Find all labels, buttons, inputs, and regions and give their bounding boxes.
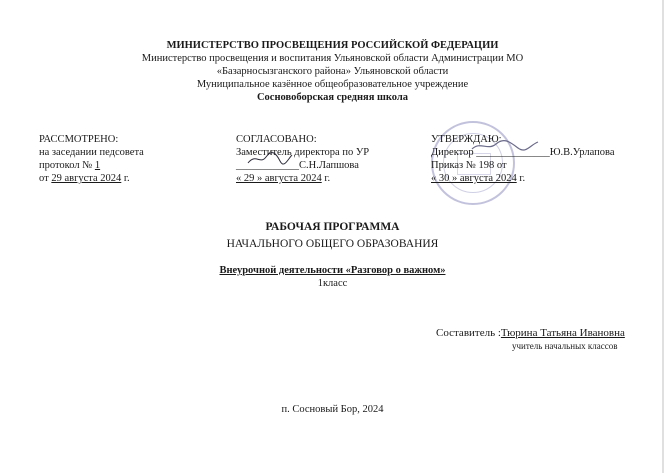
reviewed-title: РАССМОТРЕНО: [39, 134, 119, 145]
program-level: НАЧАЛЬНОГО ОБЩЕГО ОБРАЗОВАНИЯ [226, 238, 439, 250]
regional-ministry: Министерство просвещения и воспитания Ульяновской области Администрации МО [141, 53, 524, 64]
agreed-title: СОГЛАСОВАНО: [236, 134, 317, 145]
approved-title: УТВЕРЖДАЮ: [431, 134, 502, 145]
program-title: РАБОЧАЯ ПРОГРАММА [265, 221, 400, 233]
ministry-title: МИНИСТЕРСТВО ПРОСВЕЩЕНИЯ РОССИЙСКОЙ ФЕДЕРАЦИИ [166, 40, 499, 51]
agreed-date [236, 172, 330, 185]
author-role: учитель начальных классов [512, 341, 618, 351]
reviewed-date-value: 29 августа 2024 [51, 173, 122, 184]
author-name: Тюрина Татьяна Ивановна [500, 327, 625, 339]
approved-date-value: « 30 » августа 2024 [431, 173, 517, 184]
approved-date-suffix: г. [516, 173, 526, 184]
director-signature-icon [470, 139, 540, 153]
place-year: п. Сосновый Бор, 2024 [281, 404, 384, 415]
protocol-number: 1 [94, 160, 101, 171]
reviewed-protocol [39, 159, 100, 172]
program-activity [0, 264, 665, 277]
page-edge [662, 0, 664, 473]
institution-type: Муниципальное казённое общеобразовательное учреждение [196, 79, 469, 90]
agreed-signature-line: ____________С.Н.Лапшова [236, 160, 359, 171]
agreed-position: Заместитель директора по УР [236, 147, 370, 158]
director-prefix: Директор [431, 147, 477, 158]
reviewed-date-suffix: г. [121, 173, 130, 184]
school-name: Сосновоборская средняя школа [256, 92, 409, 103]
author-line [436, 327, 625, 340]
program-grade: 1класс [317, 278, 348, 289]
agreed-date-value: « 29 » августа 2024 [236, 173, 322, 184]
approved-date [431, 172, 525, 185]
agreed-date-suffix: г. [321, 173, 331, 184]
district-name: «Базарносызганского района» Ульяновской области [216, 66, 449, 77]
reviewed-date [39, 172, 130, 185]
reviewed-council: на заседании педсовета [39, 147, 144, 158]
protocol-prefix: протокол № [39, 160, 95, 171]
director-sign: ______________Ю.В.Урлапова [476, 147, 615, 158]
author-label: Составитель : [436, 327, 501, 339]
program-activity-text: Внеурочной деятельности «Разговор о важном» [219, 265, 446, 276]
signature-icon [246, 151, 294, 167]
reviewed-date-prefix: от [39, 173, 52, 184]
approved-order: Приказ № 198 от [431, 160, 507, 171]
